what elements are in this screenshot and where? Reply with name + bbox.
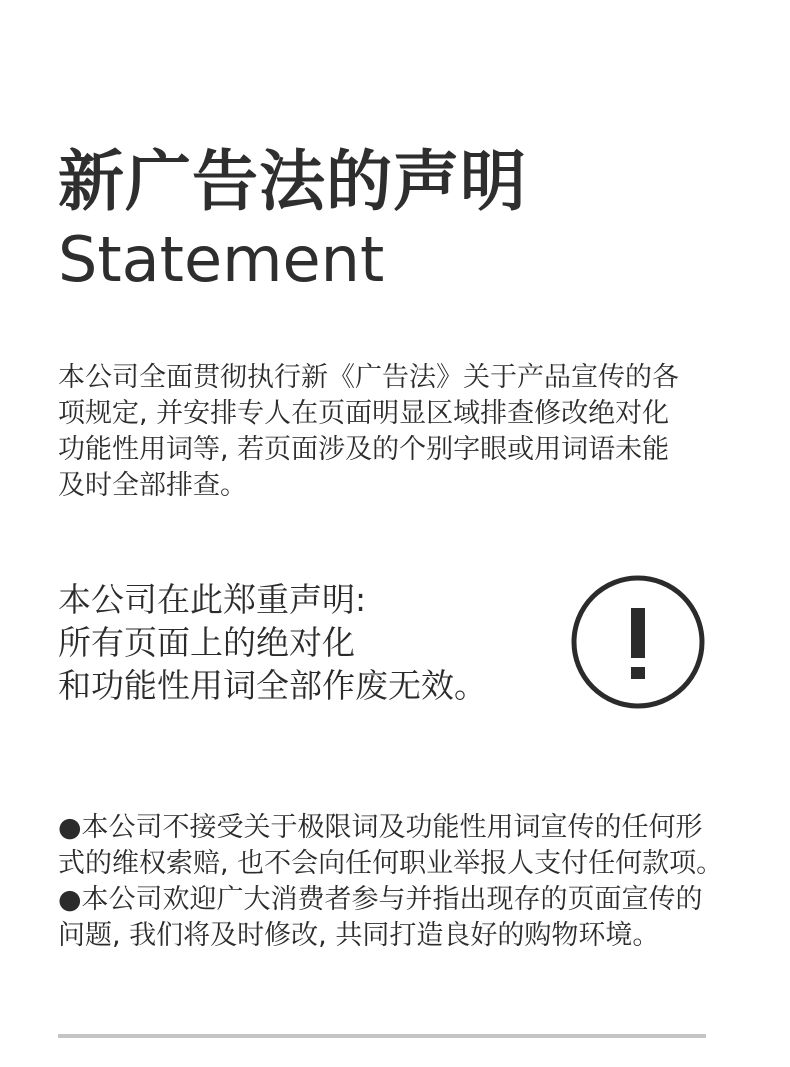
declaration-statement: [58, 578, 558, 707]
exclamation-circle-icon-svg: [570, 574, 706, 710]
intro-line: 及时全部排查。: [58, 470, 247, 501]
declaration-line: 本公司在此郑重声明:: [58, 580, 367, 619]
declaration-line: 和功能性用词全部作废无效。: [58, 666, 487, 705]
bullet-line: ●本公司不接受关于极限词及功能性用词宣传的任何形: [58, 812, 703, 843]
bullet-line: 式的维权索赔, 也不会向任何职业举报人支付任何款项。: [58, 848, 724, 879]
intro-paragraph: [58, 360, 718, 504]
exclamation-bar: [631, 608, 645, 658]
exclamation-dot: [631, 667, 645, 679]
bullet-line: 问题, 我们将及时修改, 共同打造良好的购物环境。: [58, 920, 660, 951]
exclamation-circle-icon: [570, 574, 706, 710]
intro-line: 项规定, 并安排专人在页面明显区域排查修改绝对化: [58, 398, 670, 429]
bullet-line: ●本公司欢迎广大消费者参与并指出现存的页面宣传的: [58, 884, 703, 915]
declaration-line: 所有页面上的绝对化: [58, 623, 355, 662]
intro-line: 本公司全面贯彻执行新《广告法》关于产品宣传的各: [58, 362, 679, 393]
bullet-list: [58, 810, 728, 954]
page-title: 新广告法的声明: [58, 143, 527, 220]
page-subtitle: Statement: [58, 223, 385, 296]
bottom-divider: [58, 1034, 706, 1038]
intro-line: 功能性用词等, 若页面涉及的个别字眼或用词语未能: [58, 434, 670, 465]
